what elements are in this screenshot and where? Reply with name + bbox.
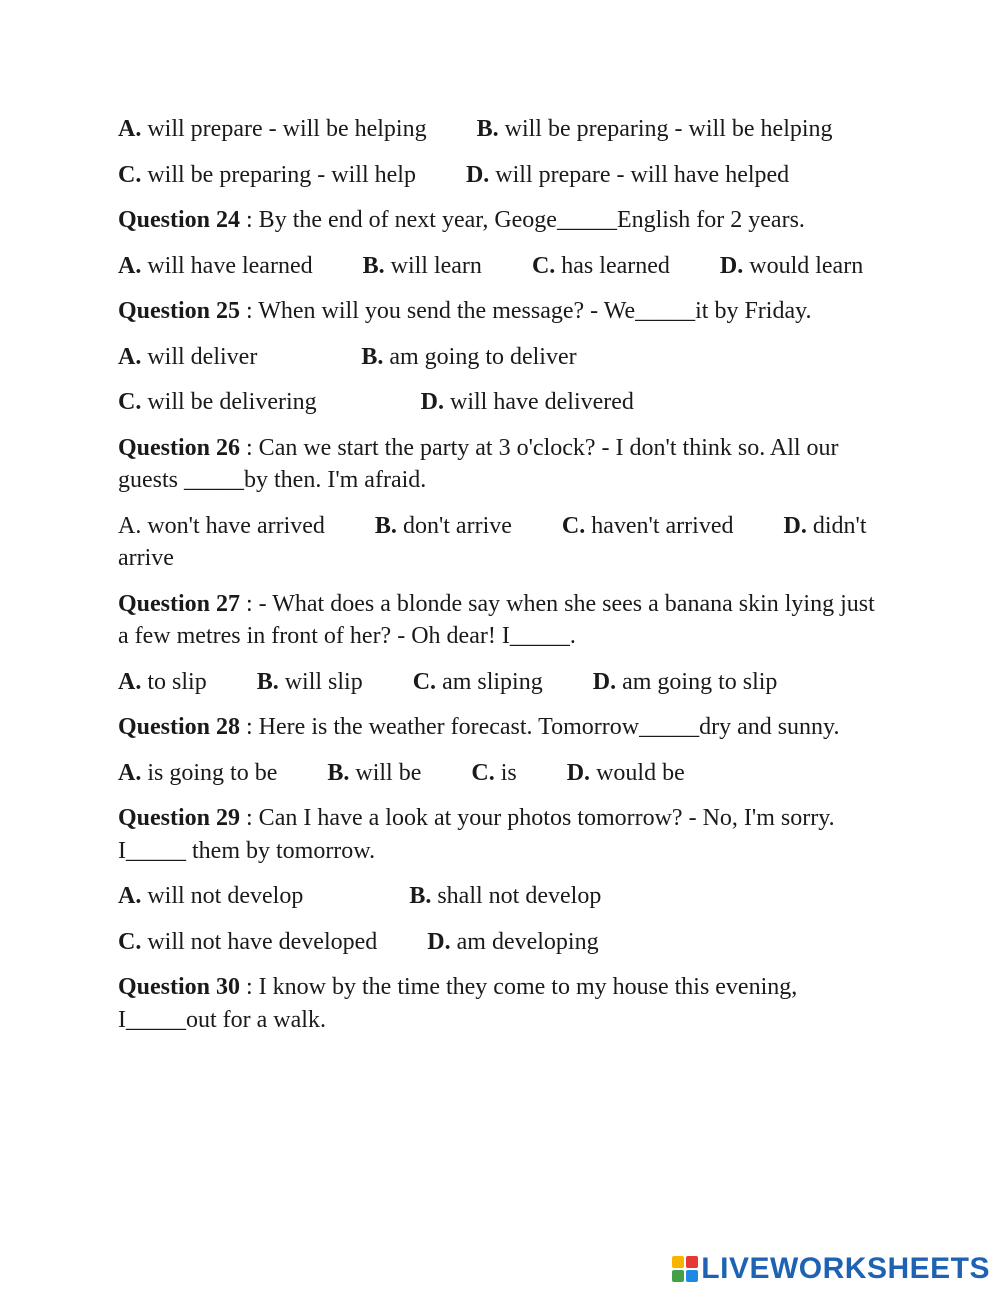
q26-option-b: don't arrive bbox=[396, 512, 512, 539]
option-letter: B. bbox=[362, 252, 385, 279]
q25-option-b: am going to deliver bbox=[383, 343, 577, 370]
q27-option-d: am going to slip bbox=[616, 668, 778, 695]
q26-option-a: A. won't have arrived bbox=[118, 512, 325, 539]
option-letter: B. bbox=[327, 759, 350, 786]
q27-option-c: am sliping bbox=[436, 668, 543, 695]
q24-option-b: will learn bbox=[384, 252, 482, 279]
q28-options bbox=[118, 757, 888, 790]
q24-options bbox=[118, 250, 888, 283]
option-letter: D. bbox=[427, 928, 451, 955]
option-letter: A. bbox=[118, 668, 142, 695]
q29-options-cd bbox=[118, 926, 888, 959]
q27-option-a: to slip bbox=[141, 668, 207, 695]
question-27 bbox=[118, 588, 888, 653]
q25-option-c: will be delivering bbox=[141, 389, 317, 415]
q26-option-c: haven't arrived bbox=[585, 512, 734, 539]
q25-options-cd bbox=[118, 386, 888, 419]
question-24 bbox=[118, 204, 888, 237]
logo-tile-icon bbox=[672, 1256, 684, 1268]
option-letter: C. bbox=[471, 759, 495, 786]
liveworksheets-logo bbox=[672, 1254, 990, 1284]
question-25-text: : When will you send the message? - We_____it by Friday. bbox=[240, 298, 812, 324]
logo-tile-icon bbox=[686, 1270, 698, 1282]
q29-options-ab bbox=[118, 880, 888, 913]
q29-option-c: will not have developed bbox=[141, 928, 378, 955]
question-25 bbox=[118, 295, 888, 328]
question-28-label: Question 28 bbox=[118, 714, 241, 740]
logo-tile-icon bbox=[672, 1270, 684, 1282]
option-letter: C. bbox=[561, 512, 586, 539]
liveworksheets-wordmark: LIVEWORKSHEETS bbox=[701, 1252, 990, 1285]
q23-options-ab bbox=[118, 113, 888, 146]
q25-option-d: will have delivered bbox=[443, 389, 634, 415]
option-letter: A. bbox=[118, 252, 142, 279]
question-28 bbox=[118, 711, 888, 744]
option-letter: D. bbox=[592, 668, 617, 695]
option-letter: B. bbox=[409, 883, 432, 909]
q29-option-b: shall not develop bbox=[431, 883, 602, 909]
q23-option-c: will be preparing - will help bbox=[141, 161, 416, 188]
option-letter: A. bbox=[118, 343, 142, 370]
option-letter: D. bbox=[719, 252, 744, 279]
logo-tile-icon bbox=[686, 1256, 698, 1268]
option-letter: A. bbox=[118, 883, 142, 909]
q26-options bbox=[118, 510, 888, 575]
q28-option-c: is bbox=[494, 759, 517, 786]
question-26 bbox=[118, 432, 888, 497]
question-28-text: : Here is the weather forecast. Tomorrow_____dry and sunny. bbox=[240, 714, 840, 740]
option-letter: A. bbox=[118, 116, 142, 142]
q29-option-d: am developing bbox=[450, 928, 599, 955]
question-27-text: : - What does a blonde say when she sees a banana skin lying just a few metres in front of her? - Oh dear! I_____. bbox=[118, 590, 875, 649]
q25-options-ab bbox=[118, 341, 888, 374]
q27-options bbox=[118, 666, 888, 699]
option-letter: B. bbox=[476, 116, 499, 142]
option-letter: D. bbox=[566, 759, 591, 786]
question-24-text: : By the end of next year, Geoge_____English for 2 years. bbox=[240, 207, 805, 233]
question-30-text: : I know by the time they come to my house this evening, I_____out for a walk. bbox=[118, 974, 798, 1033]
q24-option-d: would learn bbox=[743, 252, 864, 279]
q23-option-d: will prepare - will have helped bbox=[489, 161, 790, 188]
option-letter: B. bbox=[361, 343, 384, 370]
question-29-label: Question 29 bbox=[118, 805, 241, 831]
q28-option-d: would be bbox=[590, 759, 685, 786]
option-letter: C. bbox=[531, 252, 556, 279]
question-29 bbox=[118, 802, 888, 867]
liveworksheets-icon bbox=[672, 1256, 698, 1282]
option-letter: D. bbox=[465, 161, 490, 188]
q28-option-b: will be bbox=[349, 759, 422, 786]
option-letter: B. bbox=[374, 512, 397, 539]
option-letter: C. bbox=[412, 668, 437, 695]
q23-option-a: will prepare - will be helping bbox=[141, 116, 427, 142]
q25-option-a: will deliver bbox=[141, 343, 258, 370]
q24-option-c: has learned bbox=[555, 252, 670, 279]
option-letter: C. bbox=[118, 389, 142, 415]
option-letter: D. bbox=[420, 389, 444, 415]
question-29-text: : Can I have a look at your photos tomorrow? - No, I'm sorry. I_____ them by tomorrow. bbox=[118, 805, 835, 864]
option-letter: A. bbox=[118, 759, 142, 786]
question-30-label: Question 30 bbox=[118, 974, 241, 1000]
question-30 bbox=[118, 971, 888, 1036]
question-24-label: Question 24 bbox=[118, 207, 241, 233]
question-26-text: : Can we start the party at 3 o'clock? - I don't think so. All our guests _____by then. I'm afraid. bbox=[118, 434, 839, 493]
q26-option-d: didn't arrive bbox=[118, 512, 867, 571]
q29-option-a: will not develop bbox=[141, 883, 304, 909]
q27-option-b: will slip bbox=[278, 668, 363, 695]
question-27-label: Question 27 bbox=[118, 590, 241, 617]
q23-option-b: will be preparing - will be helping bbox=[498, 116, 833, 142]
option-letter: B. bbox=[256, 668, 279, 695]
q24-option-a: will have learned bbox=[141, 252, 313, 279]
option-letter: C. bbox=[118, 928, 142, 955]
worksheet-body bbox=[118, 113, 888, 1049]
question-26-label: Question 26 bbox=[118, 434, 241, 461]
q28-option-a: is going to be bbox=[141, 759, 278, 786]
option-letter: D. bbox=[783, 512, 807, 539]
q23-options-cd bbox=[118, 159, 888, 192]
option-letter: C. bbox=[118, 161, 142, 188]
question-25-label: Question 25 bbox=[118, 298, 241, 324]
